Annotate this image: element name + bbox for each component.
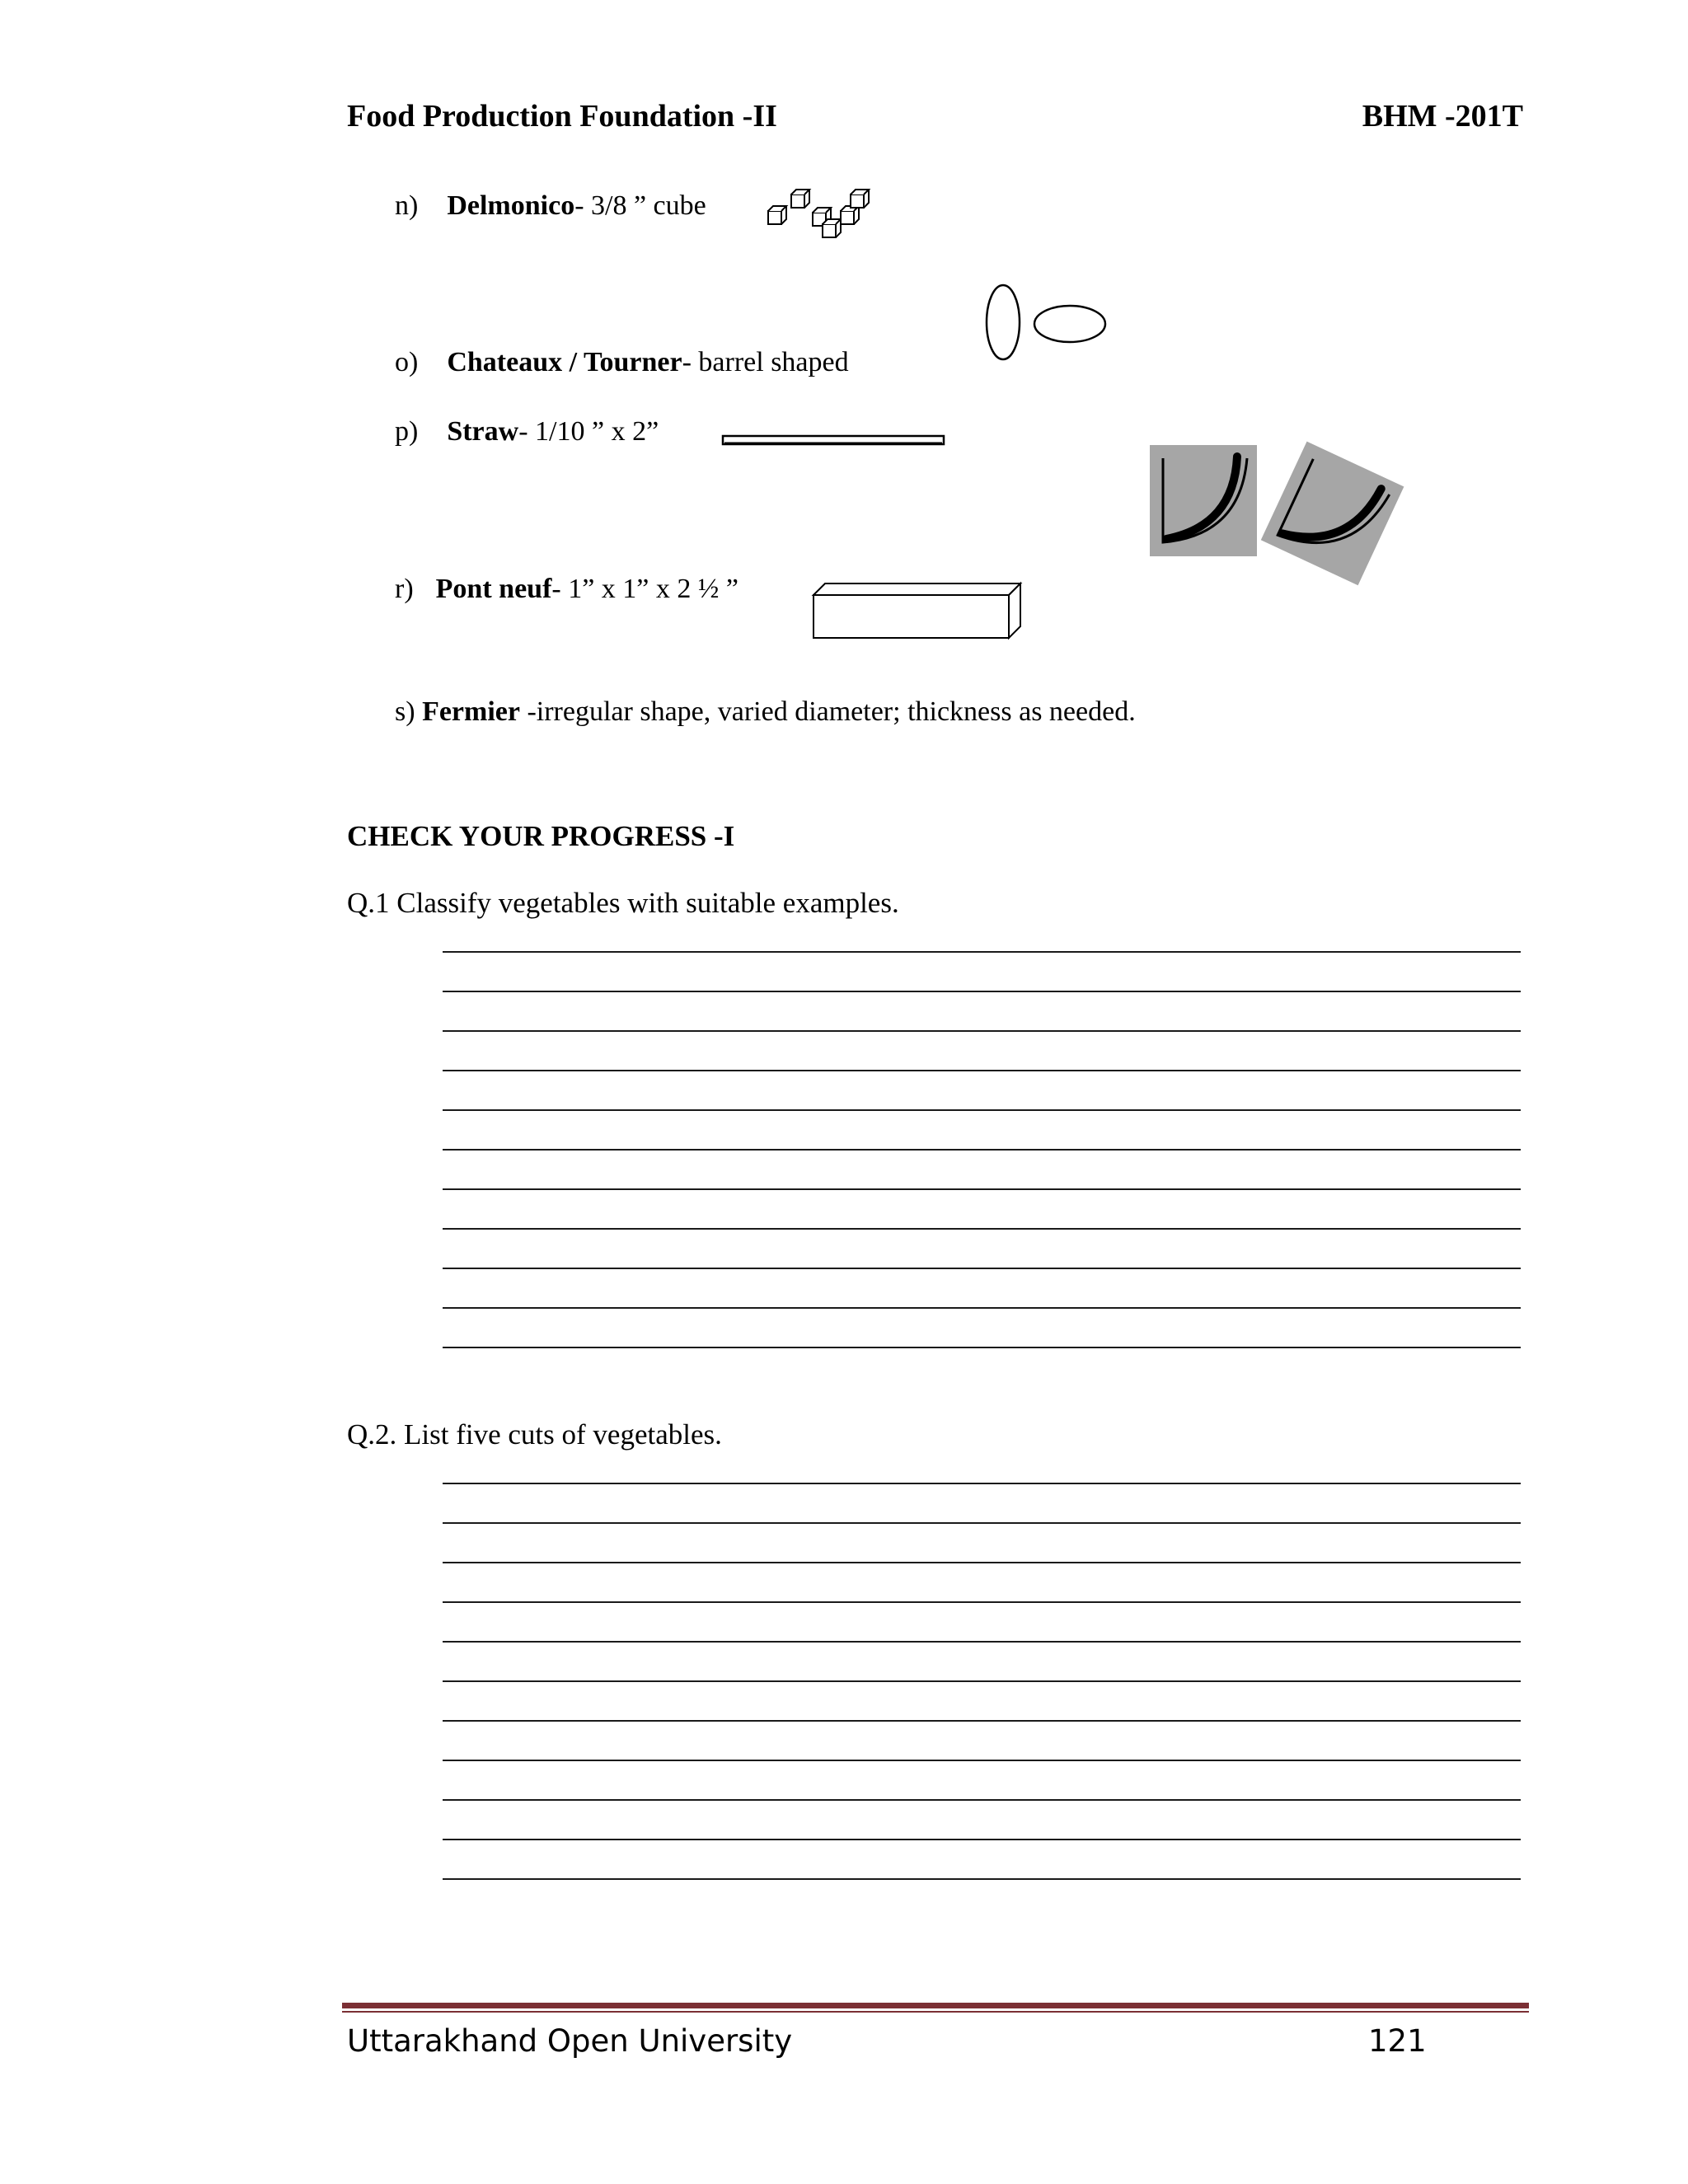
rotated-quarter-slice-illustration — [1257, 437, 1405, 589]
cut-name: Straw — [447, 416, 519, 447]
answer-line[interactable] — [443, 1643, 1521, 1682]
cut-desc: - 1/10 ” x 2” — [518, 416, 659, 447]
footer-divider — [342, 2003, 1529, 2008]
answer-line[interactable] — [443, 1445, 1521, 1484]
answer-line[interactable] — [443, 913, 1521, 953]
delmonico-cubes-illustration — [767, 183, 878, 241]
cut-letter: p) — [395, 416, 419, 447]
answer-line[interactable] — [443, 1722, 1521, 1761]
answer-line[interactable] — [443, 1071, 1521, 1111]
answer-line[interactable] — [443, 1230, 1521, 1269]
cut-item-fermier — [395, 696, 1136, 729]
footer-university: Uttarakhand Open University — [347, 2023, 793, 2059]
answer-line[interactable] — [443, 1524, 1521, 1563]
cut-desc: -irregular shape, varied diameter; thickness as needed. — [519, 696, 1136, 727]
answer-line[interactable] — [443, 1682, 1521, 1722]
cut-item-pont-neuf — [395, 573, 738, 606]
answer-lines-q1[interactable] — [443, 913, 1521, 1348]
cut-letter: r) — [395, 574, 414, 604]
question-1: Q.1 Classify vegetables with suitable examples. — [347, 887, 899, 919]
progress-heading: CHECK YOUR PROGRESS -I — [347, 820, 735, 852]
answer-line[interactable] — [443, 1603, 1521, 1643]
cut-item-straw — [395, 415, 659, 448]
answer-line[interactable] — [443, 992, 1521, 1032]
straw-illustration — [721, 433, 948, 449]
course-title: Food Production Foundation -II — [347, 99, 777, 134]
answer-line[interactable] — [443, 1151, 1521, 1190]
cut-name: Pont neuf — [435, 574, 552, 604]
answer-line[interactable] — [443, 1190, 1521, 1230]
question-2: Q.2. List five cuts of vegetables. — [347, 1418, 722, 1451]
answer-line[interactable] — [443, 1484, 1521, 1524]
cut-name: Delmonico — [447, 190, 575, 221]
cut-desc: - barrel shaped — [682, 347, 849, 377]
cut-item-delmonico — [395, 190, 706, 223]
answer-line[interactable] — [443, 953, 1521, 992]
cut-desc: - 3/8 ” cube — [574, 190, 706, 221]
cut-desc: - 1” x 1” x 2 ½ ” — [551, 574, 738, 604]
cut-name: Chateaux / Tourner — [447, 347, 682, 377]
cut-name: Fermier — [422, 696, 520, 727]
answer-line[interactable] — [443, 1309, 1521, 1348]
answer-line[interactable] — [443, 1761, 1521, 1801]
answer-line[interactable] — [443, 1111, 1521, 1151]
answer-line[interactable] — [443, 1269, 1521, 1309]
pont-neuf-block-illustration — [812, 581, 1022, 639]
answer-lines-q2[interactable] — [443, 1445, 1521, 1880]
chateaux-barrel-illustration — [985, 283, 1109, 365]
course-code: BHM -201T — [1362, 99, 1523, 134]
cut-item-chateaux — [395, 346, 849, 379]
page-number: 121 — [1368, 2023, 1427, 2059]
answer-line[interactable] — [443, 1801, 1521, 1840]
answer-line[interactable] — [443, 1563, 1521, 1603]
footer-divider-thin — [342, 2011, 1529, 2013]
cut-letter: o) — [395, 347, 419, 377]
answer-line[interactable] — [443, 1840, 1521, 1880]
cut-letter: n) — [395, 190, 419, 221]
answer-line[interactable] — [443, 1032, 1521, 1071]
cut-letter: s) — [395, 696, 415, 727]
quarter-slice-illustration — [1150, 445, 1261, 560]
